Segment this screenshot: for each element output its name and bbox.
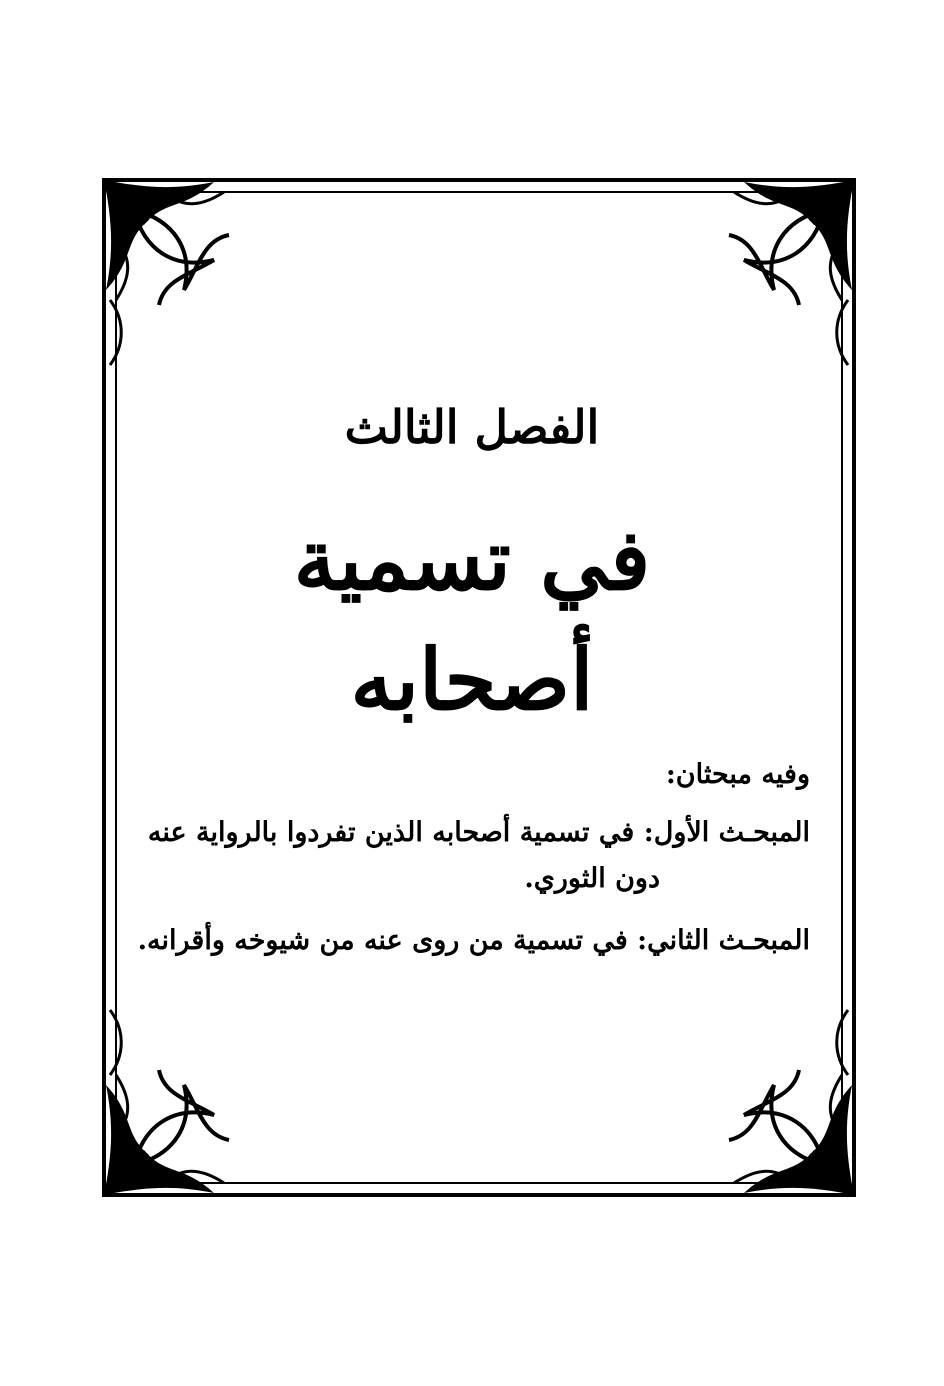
corner-ornament-bottom-left-icon — [104, 1070, 229, 1195]
sections-list — [120, 752, 810, 980]
chapter-title: الفصل الثالث — [344, 400, 600, 454]
corner-ornament-top-right-icon — [729, 180, 854, 305]
section-item-first — [120, 810, 810, 902]
section-item-second — [120, 918, 810, 964]
chapter-subtitle: في تسمية أصحابه — [293, 510, 651, 729]
section-first-line1: المبحـث الأول: في تسمية أصحابه الذين تفردوا بالرواية عنه — [147, 817, 810, 848]
section-second-line1: المبحـث الثاني: في تسمية من روى عنه من شيوخه وأقرانه. — [137, 925, 810, 956]
corner-ornament-bottom-right-icon — [729, 1070, 854, 1195]
section-first-line2: دون الثوري. — [524, 863, 660, 894]
sections-intro: وفيه مبحثان: — [665, 759, 810, 790]
corner-ornament-top-left-icon — [104, 180, 229, 305]
